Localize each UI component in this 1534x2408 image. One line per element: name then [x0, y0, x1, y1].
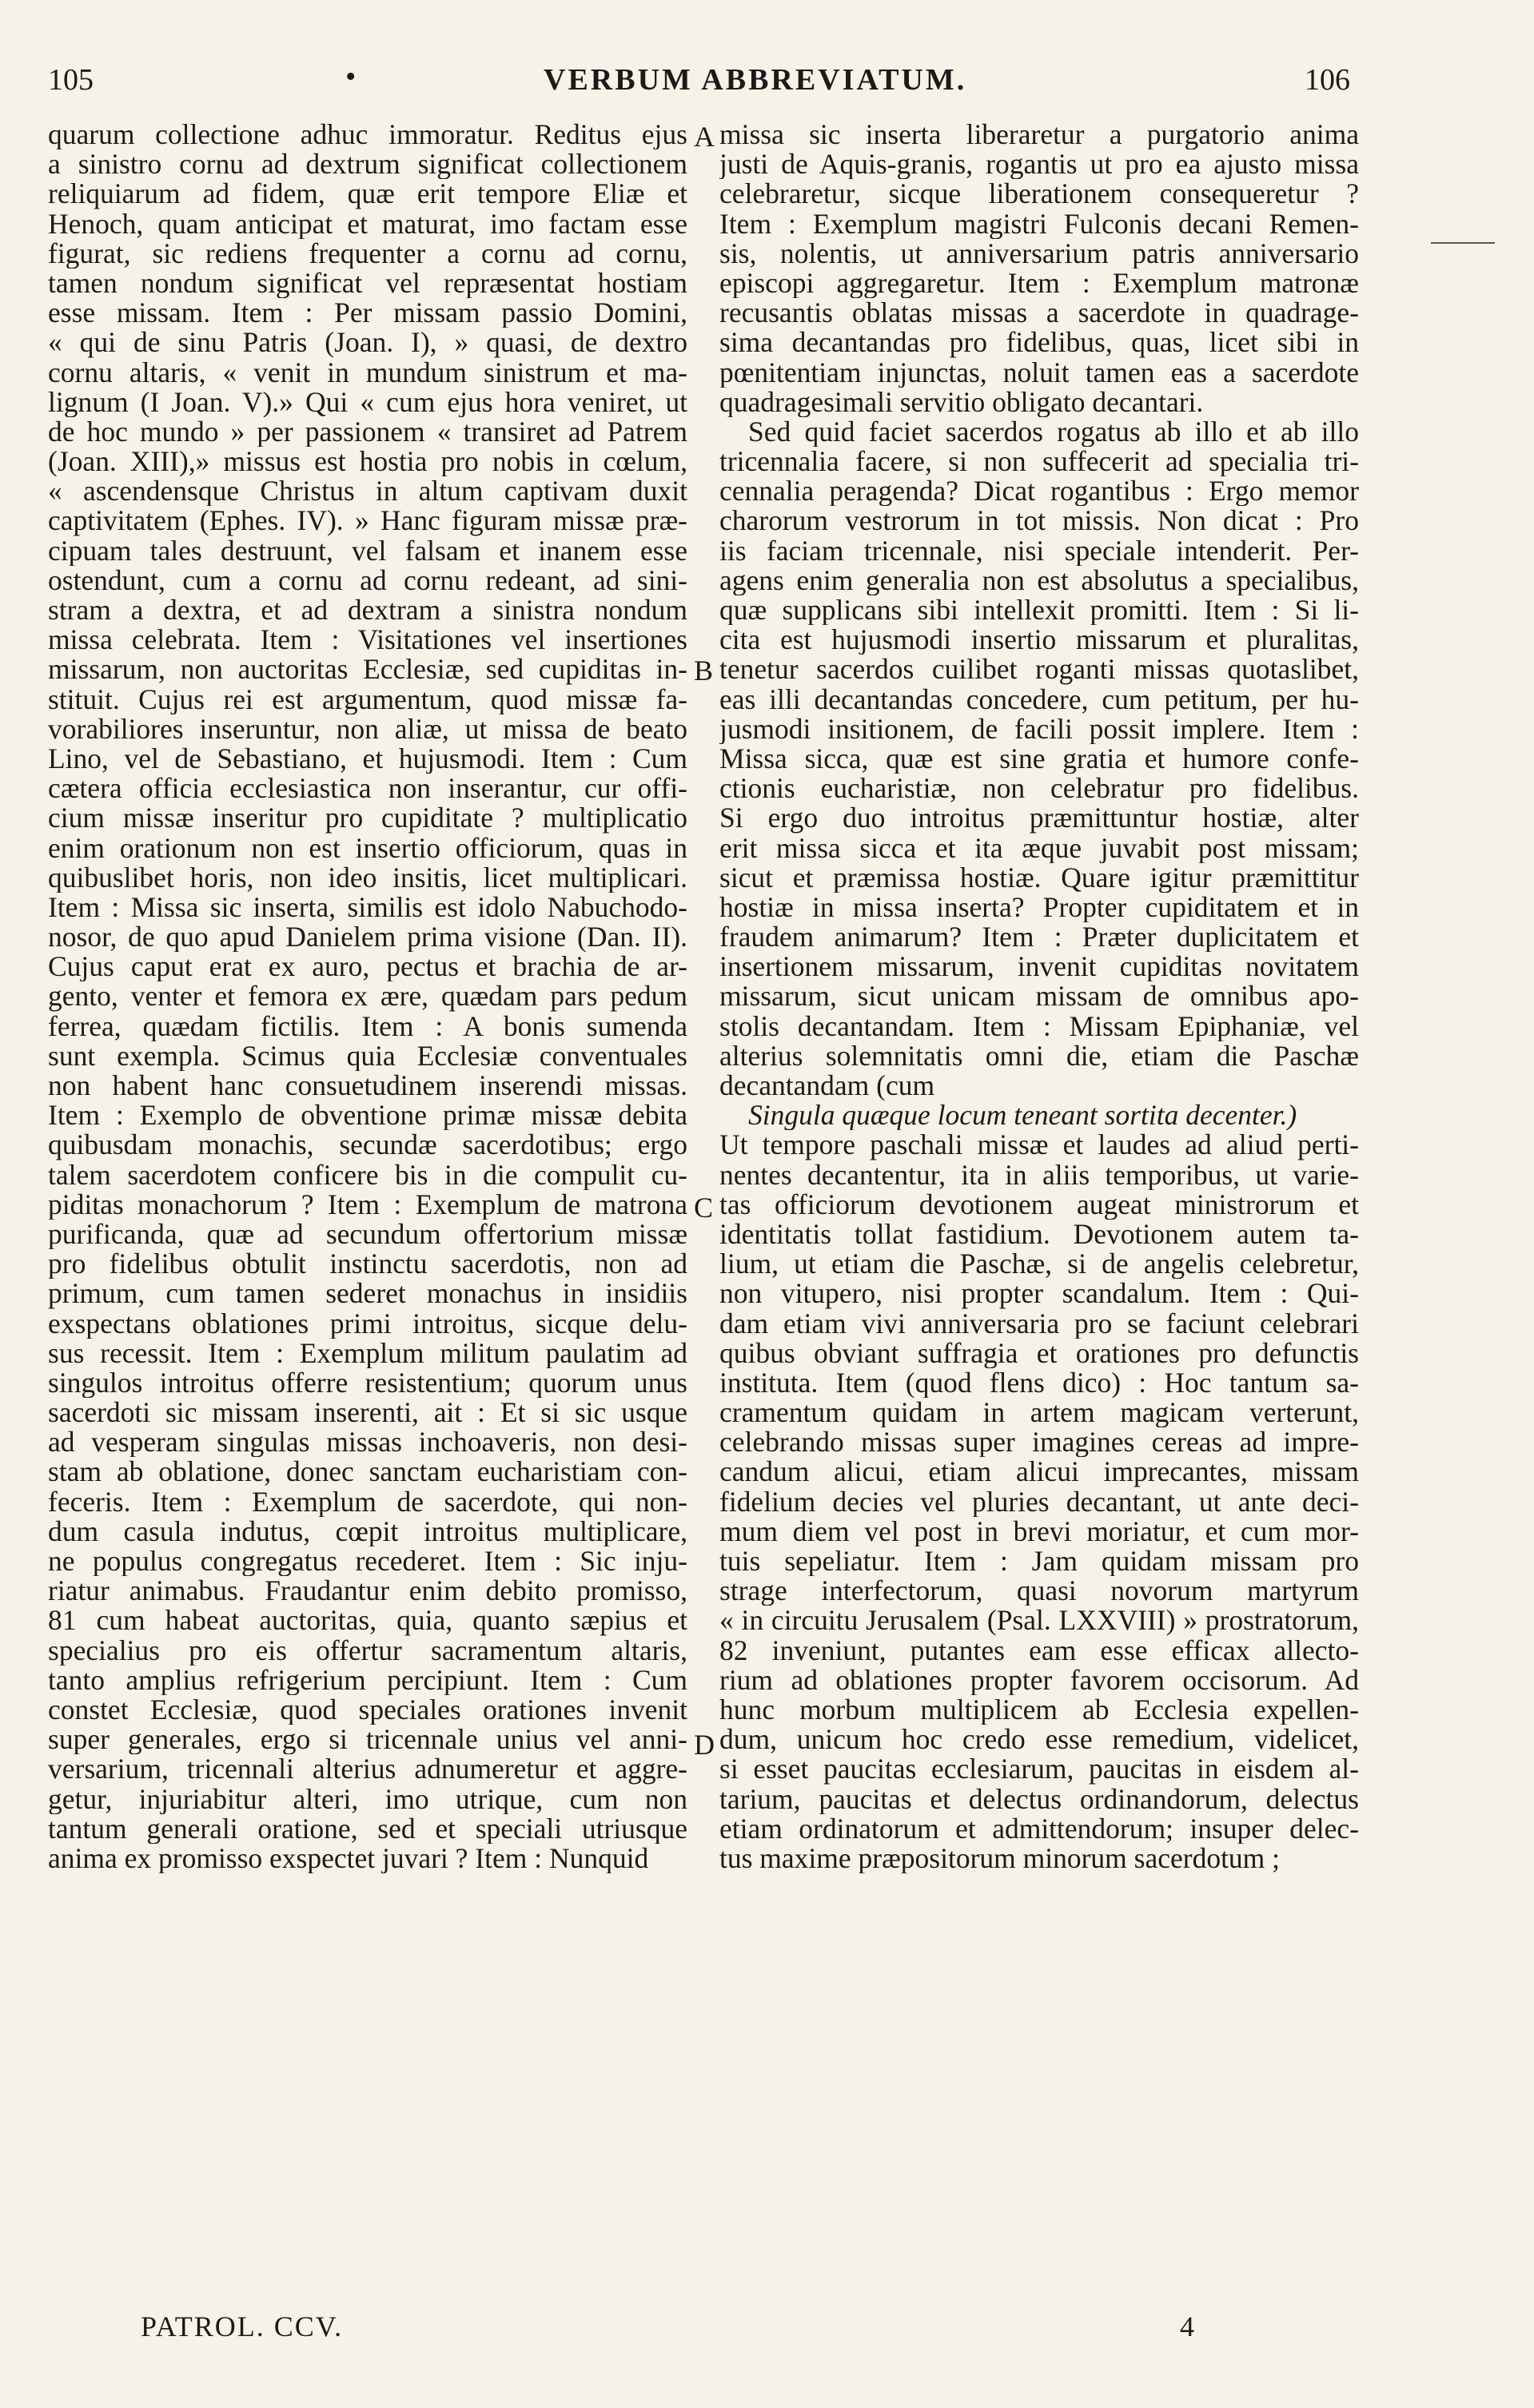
- text-line: Item : Exemplum magistri Fulconis decani Remen-: [719, 209, 1359, 239]
- text-line: sacerdoti sic missam inserenti, ait : Et si sic usque: [48, 1398, 687, 1428]
- text-line: instituta. Item (quod flens dico) : Hoc tantum sa-: [719, 1367, 1359, 1399]
- text-line: de hoc mundo » per passionem « transiret ad Patrem: [48, 416, 687, 448]
- text-line: fidelium decies vel pluries decantant, ut ante deci-: [719, 1487, 1359, 1517]
- text-line: quæ supplicans sibi intellexit promitti. Item : Si li-: [719, 595, 1359, 626]
- header-separator: •: [345, 60, 357, 94]
- text-line: recusantis oblatas missas a sacerdote in quadrage-: [719, 298, 1359, 328]
- text-line: ctionis eucharistiæ, non celebratur pro fidelibus.: [719, 774, 1359, 804]
- text-line: strage interfectorum, quasi novorum martyrum: [719, 1576, 1359, 1606]
- text-line: eas illi decantandas concedere, cum petitum, per hu-: [719, 684, 1359, 714]
- text-line: non vitupero, nisi propter scandalum. Item : Qui-: [719, 1279, 1359, 1309]
- text-line: sima decantandas pro fidelibus, quas, licet sibi in: [719, 328, 1359, 358]
- text-line: Singula quæque locum teneant sortita decenter.): [748, 1101, 1297, 1131]
- text-line: cita est hujusmodi insertio missarum et pluralitas,: [719, 625, 1359, 655]
- text-line: rium ad oblationes propter favorem occisorum. Ad: [719, 1665, 1359, 1695]
- text-line: missa sic inserta liberaretur a purgatorio anima: [719, 120, 1359, 150]
- text-line: ne populus congregatus recederet. Item : Sic inju-: [48, 1546, 687, 1577]
- text-line: cipuam tales destruunt, vel falsam et inanem esse: [48, 535, 687, 566]
- text-line: nentes decantentur, ita in aliis temporibus, ut varie-: [719, 1160, 1359, 1190]
- text-line: gento, venter et femora ex ære, quædam pars pedum: [48, 981, 687, 1012]
- text-line: « ascendensque Christus in altum captivam duxit: [48, 476, 687, 507]
- text-line: identitatis tollat fastidium. Devotionem autem ta-: [719, 1219, 1359, 1250]
- footer-sheet-number: 4: [1180, 2310, 1194, 2342]
- text-line: tenetur sacerdos cuilibet roganti missas quotaslibet,: [719, 655, 1359, 685]
- text-line: iis faciam tricennale, nisi speciale intenderit. Per-: [719, 535, 1359, 566]
- text-line: insertionem missarum, invenit cupiditas novitatem: [719, 952, 1359, 982]
- text-line: primum, cum tamen sederet monachus in insidiis: [48, 1279, 687, 1309]
- left-text-column: [48, 120, 687, 1873]
- text-line: fraudem animarum? Item : Præter duplicitatem et: [719, 922, 1359, 953]
- text-line: Sed quid faciet sacerdos rogatus ab illo et ab illo: [748, 416, 1359, 448]
- margin-letter-a: A: [694, 121, 715, 153]
- text-line: figurat, sic rediens frequenter a cornu ad cornu,: [48, 238, 687, 269]
- text-line: a sinistro cornu ad dextrum significat collectionem: [48, 149, 687, 180]
- text-line: jusmodi insitionem, de facili possit implere. Item :: [719, 714, 1359, 744]
- text-line: cornu altaris, « venit in mundum sinistrum et ma-: [48, 357, 687, 388]
- text-line: cennalia peragenda? Dicat rogantibus : Ergo memor: [719, 476, 1359, 507]
- text-line: tantum generali oratione, sed et speciali utriusque: [48, 1813, 687, 1844]
- text-line: stam ab oblatione, donec sanctam eucharistiam con-: [48, 1457, 687, 1487]
- text-line: 82 inveniunt, putantes eam esse efficax allecto-: [719, 1635, 1359, 1666]
- text-line: tricennalia facere, si non suffecerit ad specialia tri-: [719, 447, 1359, 477]
- text-line: lignum (I Joan. V).» Qui « cum ejus hora veniret, ut: [48, 387, 687, 417]
- text-line: sus recessit. Item : Exemplum militum paulatim ad: [48, 1338, 687, 1368]
- text-line: Lino, vel de Sebastiano, et hujusmodi. Item : Cum: [48, 743, 687, 774]
- text-line: charorum vestrorum in tot missis. Non dicat : Pro: [719, 506, 1359, 536]
- text-line: singulos introitus offerre resistentium; quorum unus: [48, 1367, 687, 1399]
- text-line: tus maxime præpositorum minorum sacerdotum ;: [719, 1843, 1281, 1874]
- text-line: missarum, sicut unicam missam de omnibus apo-: [719, 981, 1359, 1012]
- text-line: lium, ut etiam die Paschæ, si de angelis celebretur,: [719, 1249, 1359, 1280]
- text-line: celebrando missas super imagines cereas ad impre-: [719, 1427, 1359, 1458]
- text-line: constet Ecclesiæ, quod speciales orationes invenit: [48, 1694, 687, 1725]
- text-line: agens enim generalia non est absolutus a specialibus,: [719, 565, 1359, 595]
- footer-signature: PATROL. CCV.: [141, 2310, 344, 2342]
- text-line: pro fidelibus obtulit instinctu sacerdotis, non ad: [48, 1249, 687, 1280]
- text-line: specialius pro eis offertur sacramentum altaris,: [48, 1635, 687, 1666]
- text-line: tanto amplius refrigerium percipiunt. Item : Cum: [48, 1665, 687, 1695]
- text-line: getur, injuriabitur alteri, imo utrique, cum non: [48, 1784, 687, 1814]
- text-line: Cujus caput erat ex auro, pectus et brachia de ar-: [48, 952, 687, 982]
- text-line: anima ex promisso exspectet juvari ? Item : Nunquid: [48, 1843, 649, 1874]
- text-line: alterius solemnitatis omni die, etiam die Paschæ: [719, 1041, 1359, 1071]
- text-line: feceris. Item : Exemplum de sacerdote, qui non-: [48, 1487, 687, 1517]
- text-line: dam etiam vivi anniversaria pro se faciunt celebrari: [719, 1308, 1359, 1339]
- text-line: tas officiorum devotionem augeat ministrorum et: [719, 1189, 1359, 1220]
- text-line: nosor, de quo apud Danielem prima visione (Dan. II).: [48, 922, 687, 953]
- text-line: justi de Aquis-granis, rogantis ut pro ea ajusto missa: [719, 149, 1359, 180]
- text-line: quarum collectione adhuc immoratur. Reditus ejus: [48, 120, 687, 150]
- text-line: ostendunt, cum a cornu ad cornu redeant, ad sini-: [48, 565, 687, 595]
- margin-rule: [1431, 242, 1495, 244]
- text-line: purificanda, quæ ad secundum offertorium missæ: [48, 1219, 687, 1250]
- text-line: vorabiliores inseruntur, non aliæ, ut missa de beato: [48, 714, 687, 744]
- text-line: Ut tempore paschali missæ et laudes ad aliud perti-: [719, 1130, 1359, 1160]
- text-line: « qui de sinu Patris (Joan. I), » quasi, de dextro: [48, 328, 687, 358]
- text-line: decantandam (cum: [719, 1071, 935, 1101]
- text-line: tarium, paucitas et delectus ordinandorum, delectus: [719, 1784, 1359, 1814]
- text-line: episcopi aggregaretur. Item : Exemplum matronæ: [719, 268, 1359, 299]
- text-line: riatur animabus. Fraudantur enim debito promisso,: [48, 1576, 687, 1606]
- text-line: pœnitentiam injunctas, noluit tamen eas a sacerdote: [719, 357, 1359, 388]
- text-line: candum alicui, etiam alicui imprecantes, missam: [719, 1457, 1359, 1487]
- page-number-right: 106: [1305, 63, 1350, 97]
- text-line: hostiæ in missa inserta? Propter cupiditatem et in: [719, 892, 1359, 923]
- text-line: captivitatem (Ephes. IV). » Hanc figuram missæ præ-: [48, 506, 687, 536]
- margin-letter-c: C: [694, 1192, 714, 1224]
- text-line: cium missæ inseritur pro cupiditate ? multiplicatio: [48, 803, 687, 834]
- text-line: ferrea, quædam fictilis. Item : A bonis sumenda: [48, 1011, 687, 1041]
- text-line: dum, unicum hoc credo esse remedium, videlicet,: [719, 1725, 1359, 1755]
- margin-letter-b: B: [694, 655, 714, 687]
- text-line: ad vesperam singulas missas inchoaveris, non desi-: [48, 1427, 687, 1458]
- text-line: Item : Exemplo de obventione primæ missæ debita: [48, 1101, 687, 1131]
- text-line: tamen nondum significat vel repræsentat hostiam: [48, 268, 687, 299]
- text-line: enim orationum non est insertio officiorum, quas in: [48, 833, 687, 863]
- text-line: dum casula indutus, cœpit introitus multiplicare,: [48, 1516, 687, 1546]
- text-line: 81 cum habeat auctoritas, quia, quanto sæpius et: [48, 1606, 687, 1636]
- text-line: quibuslibet horis, non ideo insitis, licet multiplicari.: [48, 862, 687, 893]
- text-line: super generales, ergo si tricennale unius vel anni-: [48, 1725, 687, 1755]
- margin-letter-d: D: [694, 1729, 715, 1761]
- text-line: missa celebrata. Item : Visitationes vel insertiones: [48, 625, 687, 655]
- text-line: quibusdam monachis, secundæ sacerdotibus; ergo: [48, 1130, 687, 1160]
- text-line: Item : Missa sic inserta, similis est idolo Nabuchodo-: [48, 892, 687, 923]
- text-line: exspectans oblationes primi introitus, sicque delu-: [48, 1308, 687, 1339]
- text-line: sunt exempla. Scimus quia Ecclesiæ conventuales: [48, 1041, 687, 1071]
- page-header: [48, 62, 1359, 102]
- text-line: reliquiarum ad fidem, quæ erit tempore Eliæ et: [48, 179, 687, 209]
- text-line: stram a dextra, et ad dextram a sinistra nondum: [48, 595, 687, 626]
- text-line: erit missa sicca et ita æque juvabit post missam;: [719, 833, 1359, 863]
- text-line: sis, nolentis, ut anniversarium patris anniversario: [719, 238, 1359, 269]
- text-line: tuis sepeliatur. Item : Jam quidam missam pro: [719, 1546, 1359, 1577]
- text-line: si esset paucitas ecclesiarum, paucitas in eisdem al-: [719, 1754, 1359, 1785]
- text-line: sicut et præmissa hostiæ. Quare igitur præmittitur: [719, 862, 1359, 893]
- text-line: missarum, non auctoritas Ecclesiæ, sed cupiditas in-: [48, 655, 687, 685]
- text-line: stolis decantandam. Item : Missam Epiphaniæ, vel: [719, 1011, 1359, 1041]
- text-line: Missa sicca, quæ est sine gratia et humore confe-: [719, 743, 1359, 774]
- text-line: cramentum quidam in artem magicam verterunt,: [719, 1398, 1359, 1428]
- page-number-left: 105: [48, 63, 94, 97]
- text-line: versarium, tricennali alterius adnumeretur et aggre-: [48, 1754, 687, 1785]
- text-line: quibus obviant suffragia et orationes pro defunctis: [719, 1338, 1359, 1368]
- text-line: hunc morbum multiplicem ab Ecclesia expellen-: [719, 1694, 1359, 1725]
- text-line: cætera officia ecclesiastica non inserantur, cur offi-: [48, 774, 687, 804]
- right-text-column: [719, 120, 1359, 1873]
- text-line: quadragesimali servitio obligato decantari.: [719, 387, 1204, 417]
- text-line: piditas monachorum ? Item : Exemplum de matrona: [48, 1189, 687, 1220]
- text-line: Henoch, quam anticipat et maturat, imo factam esse: [48, 209, 687, 239]
- text-line: talem sacerdotem conficere bis in die compulit cu-: [48, 1160, 687, 1190]
- text-line: Si ergo duo introitus præmittuntur hostiæ, alter: [719, 803, 1359, 834]
- text-line: esse missam. Item : Per missam passio Domini,: [48, 298, 687, 328]
- text-line: « in circuitu Jerusalem (Psal. LXXVIII) » prostratorum,: [719, 1606, 1359, 1636]
- text-line: (Joan. XIII),» missus est hostia pro nobis in cœlum,: [48, 447, 687, 477]
- running-title: VERBUM ABBREVIATUM.: [544, 63, 967, 97]
- text-line: mum diem vel post in brevi moriatur, et cum mor-: [719, 1516, 1359, 1546]
- text-line: stituit. Cujus rei est argumentum, quod missæ fa-: [48, 684, 687, 714]
- text-line: celebraretur, sicque liberationem consequeretur ?: [719, 179, 1359, 209]
- text-line: etiam ordinatorum et admittendorum; insuper delec-: [719, 1813, 1359, 1844]
- text-line: non habent hanc consuetudinem inserendi missas.: [48, 1071, 687, 1101]
